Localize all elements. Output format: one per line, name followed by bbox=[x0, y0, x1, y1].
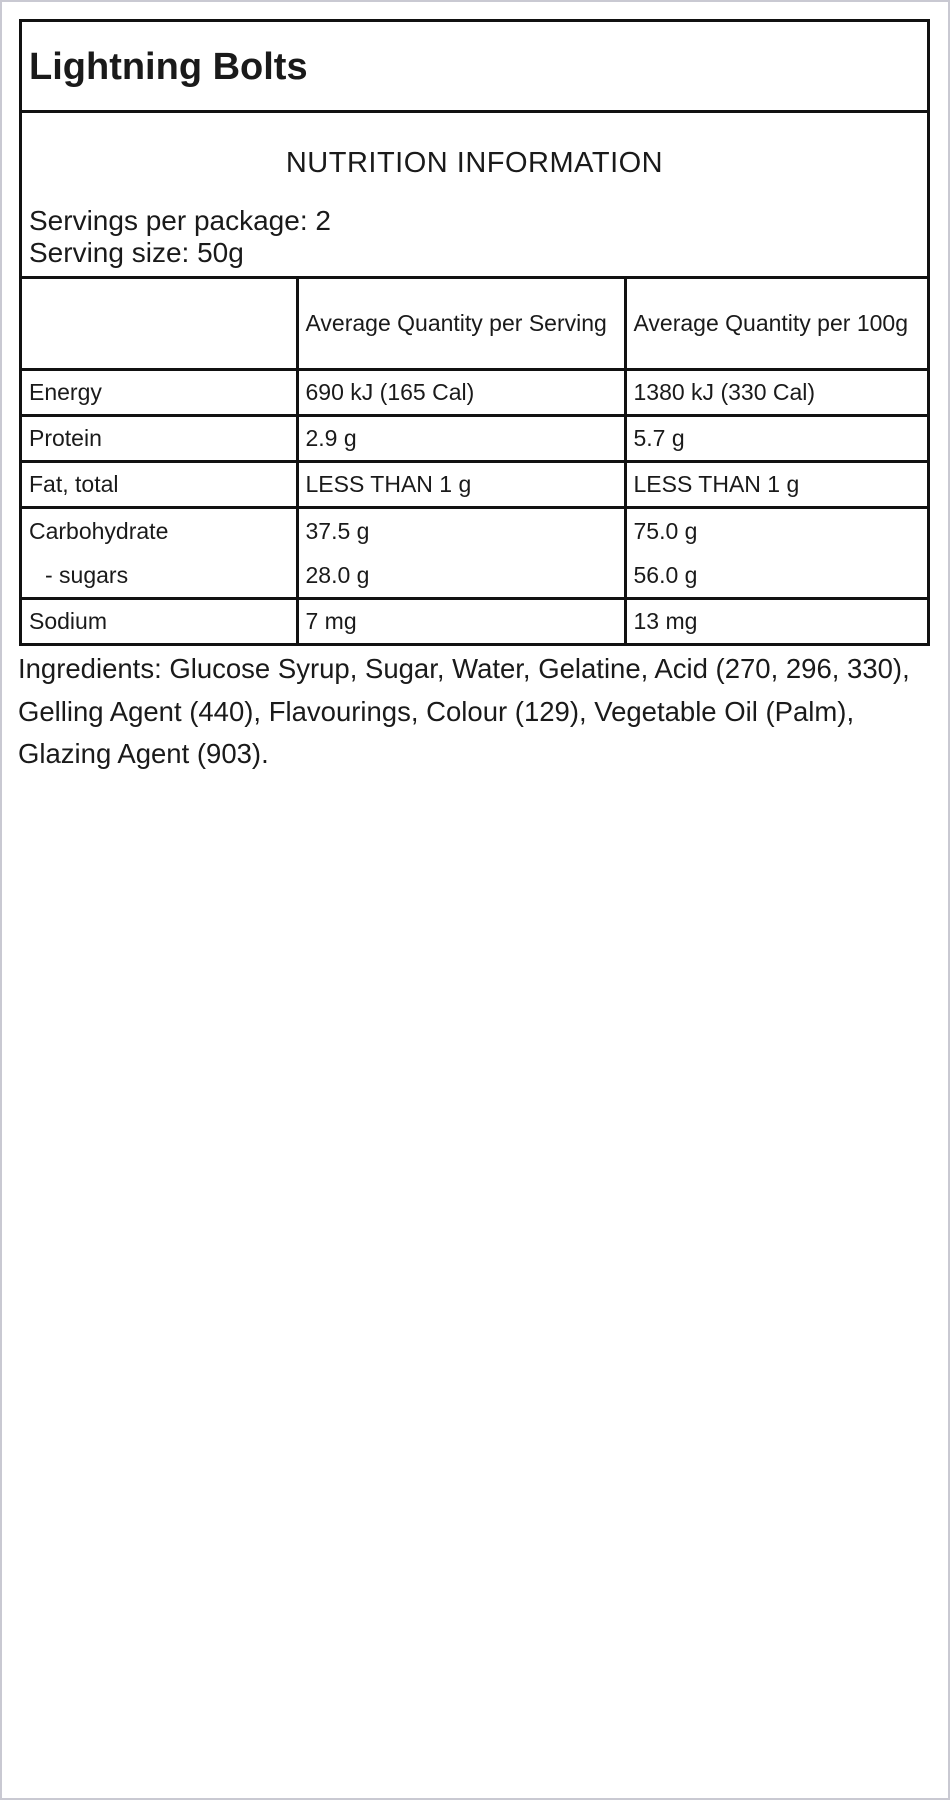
per-100g-value: 13 mg bbox=[625, 599, 927, 644]
servings-per-package: Servings per package: 2 bbox=[29, 205, 331, 236]
nutrient-name: Fat, total bbox=[22, 462, 297, 508]
per-serving-value: 2.9 g bbox=[297, 416, 625, 462]
nutrient-name-cell bbox=[22, 508, 297, 599]
column-header-per-100g: Average Quantity per 100g bbox=[625, 279, 927, 370]
per-100g-value: 5.7 g bbox=[625, 416, 927, 462]
table-row-sodium bbox=[22, 599, 927, 644]
per-100g-value: 75.0 g bbox=[633, 518, 698, 544]
nutrient-name: Sodium bbox=[22, 599, 297, 644]
sub-per-serving-value: 28.0 g bbox=[305, 562, 370, 588]
nutrient-name: Protein bbox=[22, 416, 297, 462]
sub-nutrient-name: - sugars bbox=[45, 562, 129, 588]
per-100g-value: LESS THAN 1 g bbox=[625, 462, 927, 508]
per-100g-value: 1380 kJ (330 Cal) bbox=[625, 370, 927, 416]
nutrient-name: Carbohydrate bbox=[29, 518, 169, 544]
per-serving-value: 7 mg bbox=[297, 599, 625, 644]
nutrition-table bbox=[22, 279, 927, 643]
sub-per-100g-value: 56.0 g bbox=[633, 562, 698, 588]
table-row-fat-total bbox=[22, 462, 927, 508]
per-serving-value: 690 kJ (165 Cal) bbox=[297, 370, 625, 416]
column-header-per-serving: Average Quantity per Serving bbox=[297, 279, 625, 370]
table-row-energy bbox=[22, 370, 927, 416]
nutrition-label-panel bbox=[19, 19, 930, 646]
serving-info-block bbox=[22, 113, 927, 279]
product-name: Lightning Bolts bbox=[29, 45, 308, 88]
product-header bbox=[22, 22, 927, 113]
table-row-protein bbox=[22, 416, 927, 462]
table-header-row bbox=[22, 279, 927, 370]
table-row-carbohydrate bbox=[22, 508, 927, 599]
per-serving-value: 37.5 g bbox=[305, 518, 370, 544]
column-header-nutrient bbox=[22, 279, 297, 370]
ingredients-text: Ingredients: Glucose Syrup, Sugar, Water, Gelatine, Acid (270, 296, 330), Gelling Agent (440), Flavourings, Colour (129), Vegetable Oil (Palm), Glazing Agent (903). bbox=[18, 653, 910, 769]
per-100g-cell bbox=[625, 508, 927, 599]
nutrition-heading: NUTRITION INFORMATION bbox=[285, 147, 664, 179]
nutrient-name: Energy bbox=[22, 370, 297, 416]
serving-size: Serving size: 50g bbox=[29, 237, 244, 268]
per-serving-cell bbox=[297, 508, 625, 599]
per-serving-value: LESS THAN 1 g bbox=[297, 462, 625, 508]
